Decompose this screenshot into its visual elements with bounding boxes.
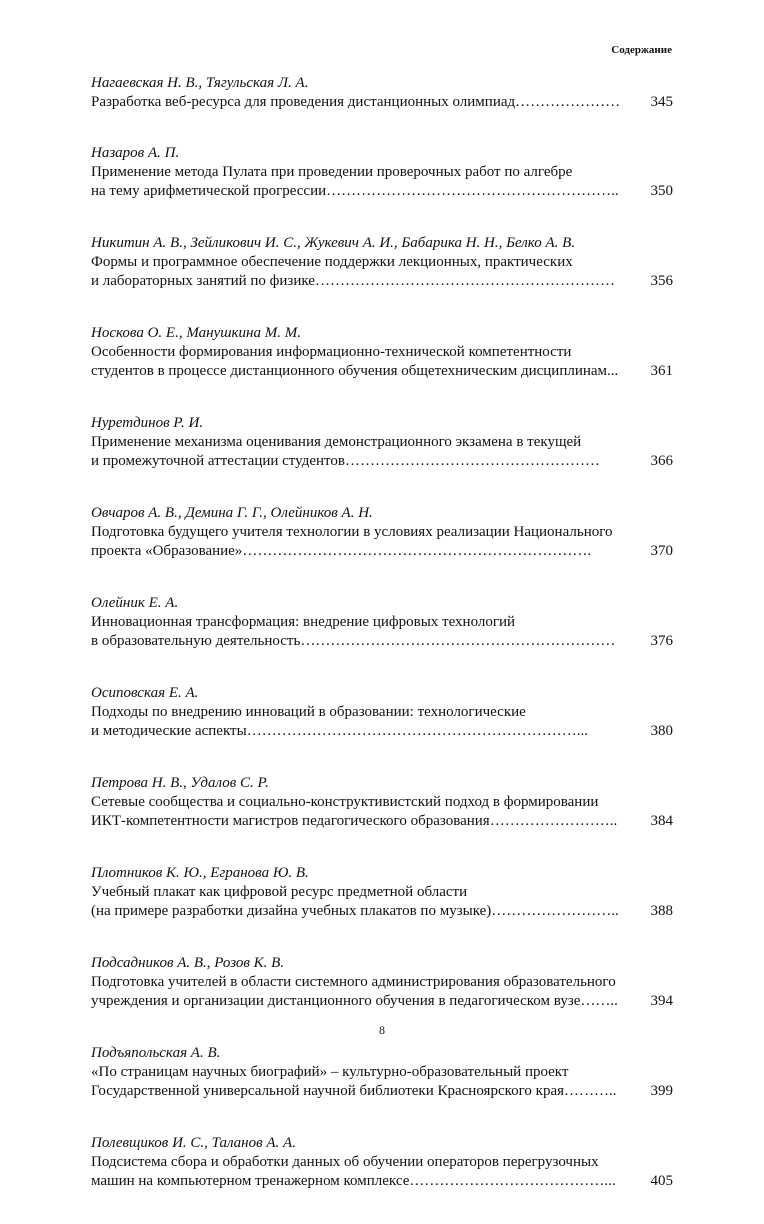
dot-leader: …………………………………...	[409, 1173, 616, 1189]
toc-entry-page-number: 388	[650, 903, 673, 919]
toc-entry	[91, 1134, 673, 1191]
toc-entry-last-line	[91, 452, 673, 471]
dot-leader: …………………………………………………………….	[242, 543, 592, 559]
toc-entry	[91, 774, 673, 831]
toc-entry-title-line: и промежуточной аттестации студентов	[91, 453, 345, 469]
toc-entry-last-line	[91, 93, 673, 112]
toc-entry-last-line	[91, 902, 673, 921]
toc-entry-authors: Овчаров А. В., Демина Г. Г., Олейников А. Н.	[91, 505, 373, 521]
toc-entry-page-number: 380	[650, 723, 673, 739]
toc-entry	[91, 954, 673, 1011]
toc-entry	[91, 1044, 673, 1101]
toc-entry-authors: Подъяпольская А. В.	[91, 1045, 221, 1061]
toc-entry-page-number: 356	[650, 273, 673, 289]
toc-entry-title-line: машин на компьютерном тренажерном комплексе	[91, 1173, 410, 1189]
toc-entry-last-line	[91, 632, 673, 651]
dot-leader: ……………………………………………	[344, 453, 600, 469]
toc-entry-last-line	[91, 182, 673, 201]
toc-entry-title-line: Инновационная трансформация: внедрение цифровых технологий	[91, 614, 516, 630]
toc-entry-authors: Никитин А. В., Зейликович И. С., Жукевич А. И., Бабарика Н. Н., Белко А. В.	[91, 235, 576, 251]
toc-entry-title-line: Подсистема сбора и обработки данных об обучении операторов перегрузочных	[91, 1154, 599, 1170]
toc-entry-title-line: Применение механизма оценивания демонстрационного экзамена в текущей	[91, 434, 582, 450]
toc-entry-title-line: Формы и программное обеспечение поддержки лекционных, практических	[91, 254, 573, 270]
toc-entry-page-number: 399	[650, 1083, 673, 1099]
toc-entry	[91, 414, 673, 471]
toc-entry-authors: Подсадников А. В., Розов К. В.	[91, 955, 285, 971]
toc-entry	[91, 504, 673, 561]
toc-entry	[91, 144, 673, 201]
toc-entry-title-line: студентов в процессе дистанционного обучения общетехническим дисциплинам	[91, 363, 608, 379]
toc-entry-title-line: Применение метода Пулата при проведении проверочных работ по алгебре	[91, 164, 573, 180]
toc-entry-page-number: 345	[650, 94, 673, 110]
toc-entry-authors: Носкова О. Е., Манушкина М. М.	[91, 325, 301, 341]
toc-entry-title-line: Государственной универсальной научной библиотеки Красноярского края	[91, 1083, 564, 1099]
toc-entry-authors: Назаров А. П.	[91, 145, 180, 161]
toc-entry-title-line: ИКТ-компетентности магистров педагогического образования	[91, 813, 490, 829]
toc-entry-page-number: 405	[650, 1173, 673, 1189]
toc-entry-title-line: и методические аспекты	[91, 723, 247, 739]
toc-entry-page-number: 394	[650, 993, 673, 1009]
toc-entry-page-number: 350	[650, 183, 673, 199]
toc-entry-title-line: Учебный плакат как цифровой ресурс предметной области	[91, 884, 468, 900]
dot-leader: …………………	[515, 94, 621, 110]
toc-entry-title-line: и лабораторных занятий по физике	[91, 273, 315, 289]
toc-entry-last-line	[91, 722, 673, 741]
dot-leader: ……………………..	[489, 813, 618, 829]
toc-entry	[91, 234, 673, 291]
dot-leader: ………..	[564, 1083, 617, 1099]
dot-leader: ……………………..	[491, 903, 619, 919]
toc-entry-last-line	[91, 542, 673, 561]
toc-entry-last-line	[91, 992, 673, 1011]
toc-entry-title-line: «По страницам научных биографий» – культурно-образовательный проект	[91, 1064, 569, 1080]
toc-entry-page-number: 370	[650, 543, 673, 559]
toc-entry-title-line: Подготовка учителей в области системного администрирования образовательного	[91, 974, 616, 990]
toc-entry-title-line: в образовательную деятельность	[91, 633, 301, 649]
toc-entry-authors: Нуретдинов Р. И.	[91, 415, 204, 431]
toc-entry	[91, 684, 673, 741]
page-number: 8	[379, 1023, 385, 1037]
toc-entry-authors: Осиповская Е. А.	[91, 685, 199, 701]
dot-leader: …………………………………………………………...	[246, 723, 588, 739]
dot-leader: ……………………………………………………	[314, 273, 615, 289]
toc-entry-authors: Олейник Е. А.	[91, 595, 179, 611]
toc-entry-last-line	[91, 362, 673, 381]
toc-entry-authors: Полевщиков И. С., Таланов А. А.	[91, 1135, 296, 1151]
toc-entry-page-number: 361	[650, 363, 673, 379]
table-of-contents	[91, 74, 673, 1224]
toc-entry	[91, 864, 673, 921]
toc-entry-page-number: 376	[650, 633, 673, 649]
toc-entry-title-line: Подготовка будущего учителя технологии в условиях реализации Национального	[91, 524, 613, 540]
toc-entry-last-line	[91, 1082, 673, 1101]
toc-entry-title-line: Подходы по внедрению инноваций в образовании: технологические	[91, 704, 526, 720]
toc-entry-page-number: 384	[650, 813, 673, 829]
toc-entry-title-line: учреждения и организации дистанционного обучения в педагогическом вузе	[91, 993, 581, 1009]
dot-leader: ………………………………………………………	[300, 633, 616, 649]
toc-entry-title-line: Сетевые сообщества и социально-конструктивистский подход в формировании	[91, 794, 599, 810]
dot-leader: ...	[607, 363, 619, 379]
running-header: Содержание	[611, 44, 672, 56]
toc-entry-page-number: 366	[650, 453, 673, 469]
toc-entry-title-line: (на примере разработки дизайна учебных плакатов по музыке)	[91, 903, 492, 919]
toc-entry-title-line: Разработка веб-ресурса для проведения дистанционных олимпиад	[91, 94, 516, 110]
toc-entry	[91, 324, 673, 381]
toc-entry-last-line	[91, 1172, 673, 1191]
toc-entry-last-line	[91, 812, 673, 831]
toc-entry-last-line	[91, 272, 673, 291]
toc-entry	[91, 594, 673, 651]
toc-entry-authors: Нагаевская Н. В., Тягульская Л. А.	[91, 75, 309, 91]
toc-entry	[91, 74, 673, 112]
toc-entry-title-line: на тему арифметической прогрессии	[91, 183, 327, 199]
toc-entry-authors: Плотников К. Ю., Егранова Ю. В.	[91, 865, 309, 881]
dot-leader: …………………………………………………..	[326, 183, 619, 199]
toc-entry-title-line: проекта «Образование»	[91, 543, 243, 559]
dot-leader: ……..	[580, 993, 618, 1009]
toc-entry-authors: Петрова Н. В., Удалов С. Р.	[91, 775, 269, 791]
toc-entry-title-line: Особенности формирования информационно-технической компетентности	[91, 344, 572, 360]
